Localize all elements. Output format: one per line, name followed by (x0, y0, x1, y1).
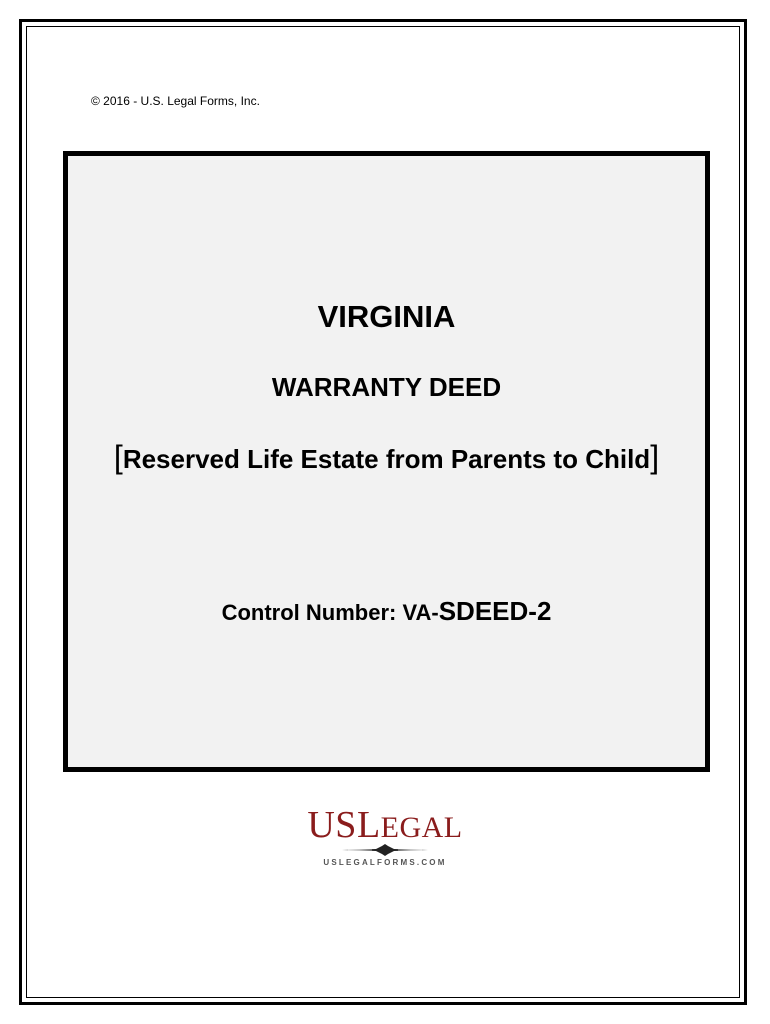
cover-box (63, 151, 710, 772)
copyright-notice: © 2016 - U.S. Legal Forms, Inc. (91, 94, 260, 108)
logo-wordmark (260, 806, 510, 844)
logo-wordmark-egal: EGAL (380, 811, 463, 844)
document-title: WARRANTY DEED (271, 372, 502, 402)
subtitle-close-bracket: ] (650, 439, 660, 475)
control-number-code: SDEED-2 (438, 596, 552, 626)
logo-wordmark-us: US (307, 804, 357, 846)
subtitle-text: Reserved Life Estate from Parents to Child (122, 444, 651, 474)
control-number-label: Control Number: VA- (221, 600, 439, 625)
logo-wordmark-l: L (356, 804, 381, 846)
document-subtitle (68, 438, 705, 476)
eagle-icon (342, 844, 428, 856)
uslegal-logo (260, 806, 510, 870)
subtitle-open-bracket: [ (113, 439, 123, 475)
state-title: VIRGINIA (317, 299, 456, 334)
logo-url: USLEGALFORMS.COM (323, 858, 447, 867)
control-number (68, 596, 705, 627)
